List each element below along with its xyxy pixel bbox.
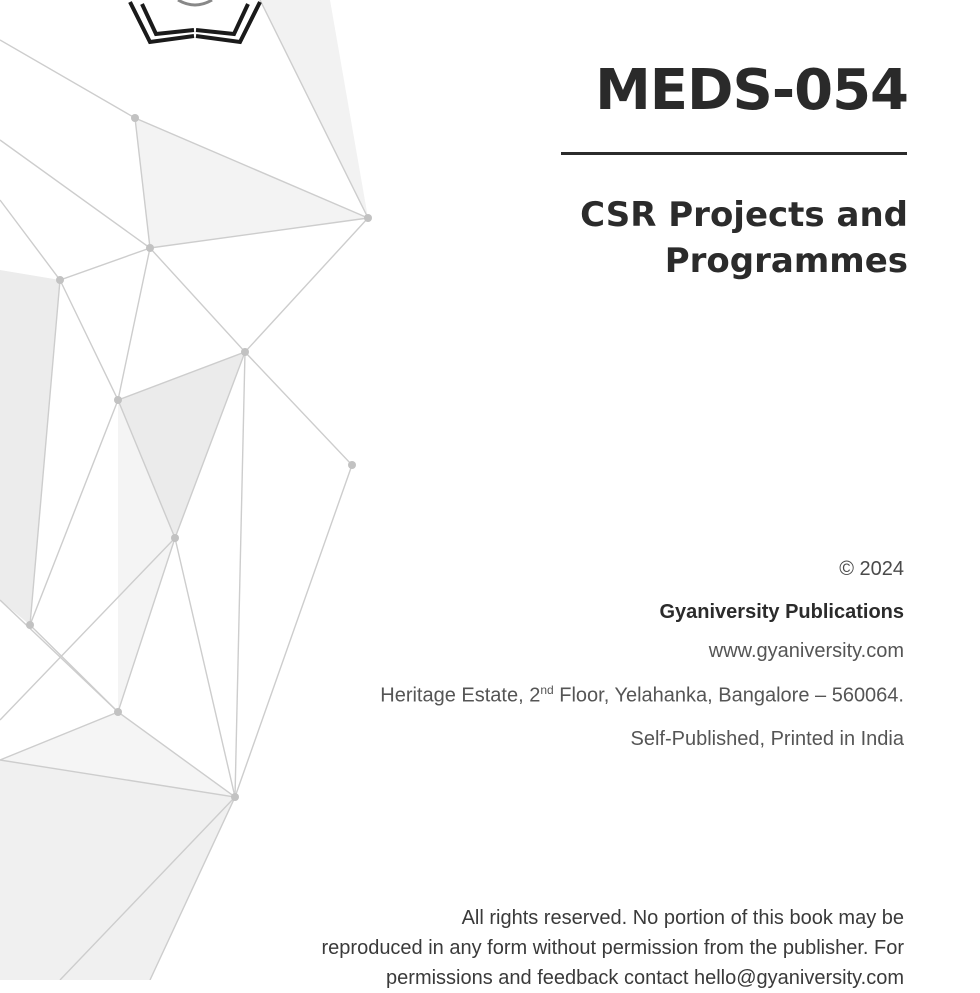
rights-line-3: permissions and feedback contact hello@gyaniversity.com (386, 967, 904, 989)
course-code-title: MEDS-054 (595, 58, 908, 123)
book-title (488, 192, 908, 284)
book-title-line-2: Programmes (664, 241, 908, 281)
copyright-year: © 2024 (839, 558, 904, 580)
publisher-logo-icon (120, 0, 270, 48)
address-prefix: Heritage Estate, 2 (380, 684, 541, 707)
printing-note: Self-Published, Printed in India (630, 728, 904, 750)
publisher-website: www.gyaniversity.com (708, 640, 904, 662)
address-ordinal: nd (540, 683, 554, 697)
title-divider (561, 152, 907, 155)
publisher-name: Gyaniversity Publications (659, 601, 904, 623)
publisher-address (380, 683, 904, 708)
book-title-line-1: CSR Projects and (580, 195, 908, 235)
address-suffix: Floor, Yelahanka, Bangalore – 560064. (553, 684, 904, 707)
rights-line-2: reproduced in any form without permission from the publisher. For (321, 937, 904, 959)
rights-line-1: All rights reserved. No portion of this book may be (461, 907, 904, 929)
